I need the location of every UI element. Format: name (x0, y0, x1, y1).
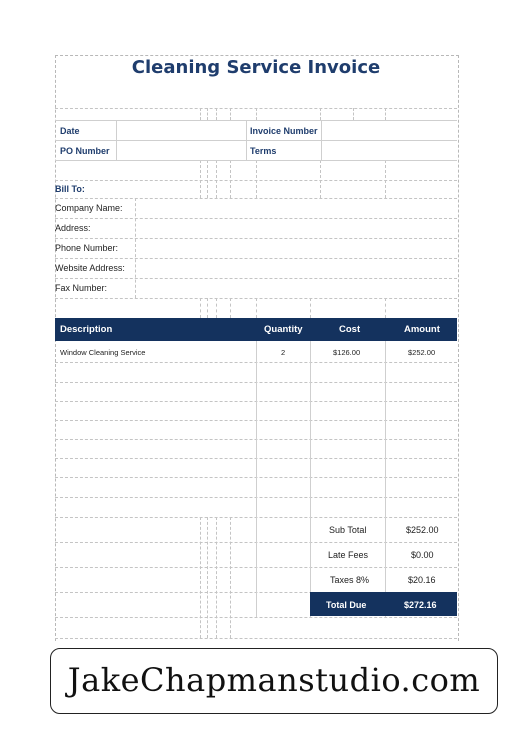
grid-stub (216, 160, 217, 198)
grid-stub (207, 517, 208, 638)
grid-stub (135, 198, 136, 298)
date-label: Date (60, 126, 80, 136)
grid-stub (207, 108, 208, 120)
grid-stub (385, 298, 386, 318)
late-fees-value: $0.00 (411, 550, 434, 560)
grid-stub (230, 517, 231, 638)
cell-border (55, 160, 457, 161)
subtotal-label: Sub Total (329, 525, 367, 535)
fax-number-label: Fax Number: (55, 283, 108, 293)
grid-line (55, 218, 457, 219)
grid-line (55, 617, 457, 618)
grid-stub (320, 108, 321, 120)
grid-stub (200, 108, 201, 120)
grid-stub (385, 160, 386, 198)
cell-border (116, 120, 117, 160)
amount-header: Amount (404, 324, 440, 335)
cost-header: Cost (339, 324, 361, 335)
grid-stub (230, 298, 231, 318)
grid-line (55, 638, 457, 639)
grid-line (55, 198, 457, 199)
company-name-label: Company Name: (55, 203, 123, 213)
item-amount: $252.00 (408, 348, 436, 357)
item-description: Window Cleaning Service (60, 348, 146, 357)
total-due-value: $272.16 (404, 600, 437, 610)
taxes-value: $20.16 (408, 575, 436, 585)
item-cost: $126.00 (333, 348, 361, 357)
item-quantity: 2 (281, 348, 286, 357)
grid-stub (200, 517, 201, 638)
grid-stub (230, 108, 231, 120)
grid-stub (207, 160, 208, 198)
address-label: Address: (55, 223, 91, 233)
grid-stub (216, 298, 217, 318)
grid-stub (200, 160, 201, 198)
grid-stub (200, 298, 201, 318)
grid-stub (385, 108, 386, 120)
column-divider (310, 341, 311, 617)
grid-stub (256, 160, 257, 198)
watermark-text: JakeChapmanstudio.com (67, 661, 481, 699)
terms-label: Terms (250, 146, 277, 156)
column-divider (256, 341, 257, 617)
invoice-number-label: Invoice Number (250, 126, 318, 136)
bill-to-heading: Bill To: (55, 184, 85, 194)
cell-border (321, 120, 322, 160)
total-due-label: Total Due (326, 600, 367, 610)
grid-line (55, 238, 457, 239)
quantity-header: Quantity (264, 324, 303, 335)
watermark-banner (50, 648, 498, 714)
column-divider (385, 341, 386, 617)
website-address-label: Website Address: (55, 263, 125, 273)
grid-stub (310, 298, 311, 318)
grid-stub (320, 160, 321, 198)
grid-stub (256, 298, 257, 318)
phone-number-label: Phone Number: (55, 243, 119, 253)
description-header: Description (60, 324, 113, 335)
subtotal-value: $252.00 (406, 525, 439, 535)
po-number-label: PO Number (60, 146, 110, 156)
late-fees-label: Late Fees (328, 550, 369, 560)
grid-stub (216, 517, 217, 638)
grid-line (55, 278, 457, 279)
taxes-label: Taxes 8% (330, 575, 370, 585)
grid-stub (256, 108, 257, 120)
items-table-header (55, 318, 457, 341)
invoice-title: Cleaning Service Invoice (131, 57, 381, 78)
grid-stub (216, 108, 217, 120)
grid-stub (230, 160, 231, 198)
grid-stub (207, 298, 208, 318)
cell-border (246, 120, 247, 160)
grid-stub (353, 108, 354, 120)
grid-line (55, 258, 457, 259)
